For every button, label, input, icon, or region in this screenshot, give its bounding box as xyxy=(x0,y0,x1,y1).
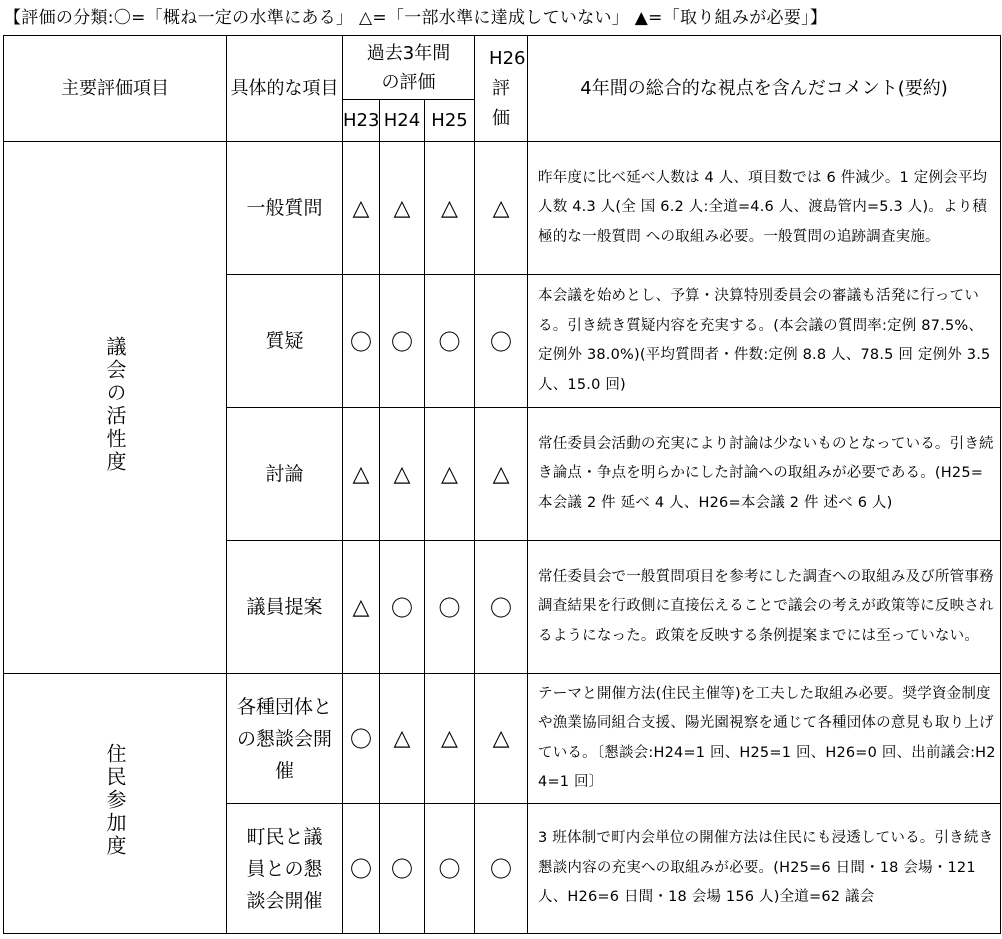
eval-mark: 〇 xyxy=(380,275,425,408)
comment-cell: 昨年度に比べ延べ人数は 4 人、項目数では 6 件減少。1 定例会平均人数 4.3 人(全 国 6.2 人:全道=4.6 人、渡島管内=5.3 人)。より積極的な一般質問 への取組み必要。一般質問の追跡調査実施。 xyxy=(528,142,1001,275)
eval-mark: 〇 xyxy=(425,541,475,674)
header-year: H25 xyxy=(425,100,475,142)
header-specific-item: 具体的な項目 xyxy=(227,36,343,142)
header-comment: 4年間の総合的な視点を含んだコメント(要約) xyxy=(528,36,1001,142)
eval-mark: 〇 xyxy=(380,541,425,674)
eval-mark: △ xyxy=(425,674,475,804)
eval-mark-h26: △ xyxy=(475,674,528,804)
header-year: H24 xyxy=(380,100,425,142)
eval-mark: △ xyxy=(425,142,475,275)
main-item-cell xyxy=(4,142,227,674)
eval-mark: △ xyxy=(380,142,425,275)
eval-mark: △ xyxy=(343,142,380,275)
specific-item-cell: 各種団体との懇談会開催 xyxy=(227,674,343,804)
header-h26-eval: H26評価 xyxy=(475,36,528,142)
eval-mark: △ xyxy=(343,541,380,674)
specific-item-cell: 討論 xyxy=(227,408,343,541)
header-year: H23 xyxy=(343,100,380,142)
evaluation-table xyxy=(3,35,1001,934)
eval-mark: 〇 xyxy=(425,275,475,408)
header-main-item: 主要評価項目 xyxy=(4,36,227,142)
eval-mark: 〇 xyxy=(380,804,425,934)
table-row xyxy=(4,142,1001,275)
eval-mark-h26: △ xyxy=(475,408,528,541)
eval-mark: 〇 xyxy=(343,804,380,934)
eval-mark: 〇 xyxy=(425,804,475,934)
header-row xyxy=(4,36,1001,100)
comment-cell: 常任委員会で一般質問項目を参考にした調査への取組み及び所管事務調査結果を行政側に直接伝えることで議会の考えが政策等に反映されるようになった。政策を反映する条例提案までには至っていない。 xyxy=(528,541,1001,674)
main-item-label: 住民参加度 xyxy=(103,743,127,858)
specific-item-cell: 議員提案 xyxy=(227,541,343,674)
comment-cell: 常任委員会活動の充実により討論は少ないものとなっている。引き続き論点・争点を明らかにした討論への取組みが必要である。(H25=本会議 2 件 延べ 4 人、H26=本会議 2 件 述べ 6 人) xyxy=(528,408,1001,541)
specific-item-cell: 質疑 xyxy=(227,275,343,408)
header-past-eval: 過去3年間の評価 xyxy=(343,36,475,100)
main-item-label: 議会の活性度 xyxy=(103,335,127,474)
evaluation-legend: 【評価の分類:〇=「概ね一定の水準にある」 △=「一部水準に達成していない」 ▲=「取り組みが必要」】 xyxy=(4,8,828,28)
eval-mark: △ xyxy=(380,408,425,541)
eval-mark: △ xyxy=(343,408,380,541)
comment-cell: テーマと開催方法(住民主催等)を工夫した取組み必要。奨学資金制度や漁業協同組合支援、陽光園視察を通じて各種団体の意見も取り上げている。〔懇談会:H24=1 回、H25=1 回、H26=0 回、出前議会:H24=1 回〕 xyxy=(528,674,1001,804)
table-row xyxy=(4,674,1001,804)
eval-mark: 〇 xyxy=(343,275,380,408)
specific-item-cell: 町民と議員との懇談会開催 xyxy=(227,804,343,934)
eval-mark-h26: 〇 xyxy=(475,275,528,408)
main-item-cell xyxy=(4,674,227,934)
comment-cell: 本会議を始めとし、予算・決算特別委員会の審議も活発に行っている。引き続き質疑内容を充実する。(本会議の質問率:定例 87.5%、定例外 38.0%)(平均質問者・件数:定例 8.8 人、78.5 回 定例外 3.5 人、15.0 回) xyxy=(528,275,1001,408)
eval-mark: △ xyxy=(425,408,475,541)
eval-mark: 〇 xyxy=(343,674,380,804)
eval-mark-h26: 〇 xyxy=(475,804,528,934)
comment-cell: 3 班体制で町内会単位の開催方法は住民にも浸透している。引き続き懇談内容の充実への取組みが必要。(H25=6 日間・18 会場・121 人、H26=6 日間・18 会場 156 人)全道=62 議会 xyxy=(528,804,1001,934)
eval-mark-h26: △ xyxy=(475,142,528,275)
specific-item-cell: 一般質問 xyxy=(227,142,343,275)
eval-mark: △ xyxy=(380,674,425,804)
eval-mark-h26: 〇 xyxy=(475,541,528,674)
